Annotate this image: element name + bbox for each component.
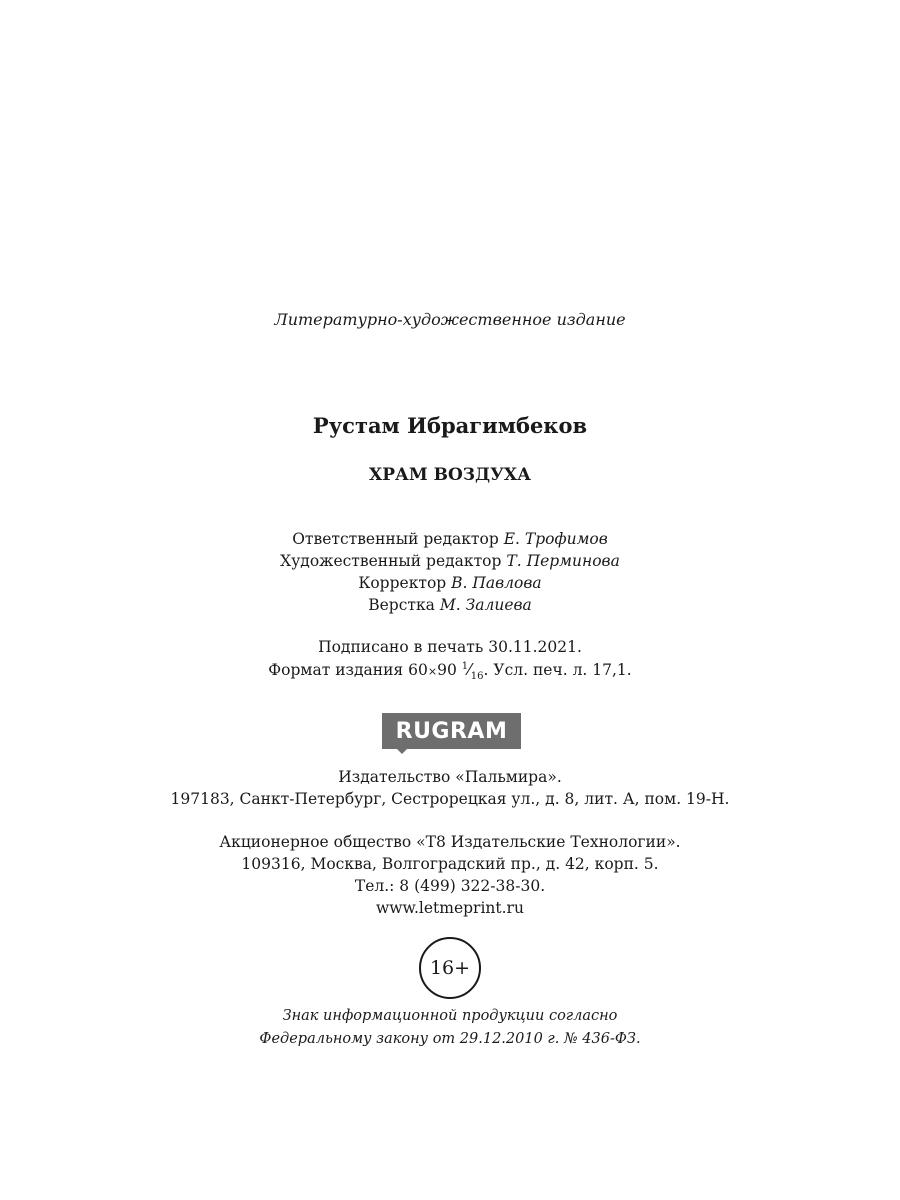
printer-website: www.letmeprint.ru: [376, 899, 524, 917]
credit-line-art-editor: [0, 552, 900, 570]
credit-person: Т. Перминова: [506, 552, 620, 570]
format-line: [0, 660, 900, 682]
credit-line-layout: [0, 596, 900, 614]
format-times: ×: [427, 665, 438, 678]
credit-role: Ответственный редактор: [292, 530, 499, 548]
credit-person: Е. Трофимов: [503, 530, 608, 548]
notice-line-1: Знак информационной продукции согласно: [282, 1008, 618, 1024]
printer-name: Акционерное общество «Т8 Издательские Технологии».: [219, 833, 681, 851]
logo-notch: [396, 748, 408, 754]
credit-role: Верстка: [368, 596, 435, 614]
rugram-logo-text: RUGRAM: [382, 713, 521, 749]
signed-date: Подписано в печать 30.11.2021.: [318, 638, 582, 656]
printer-address: 109316, Москва, Волгоградский пр., д. 42, корп. 5.: [241, 855, 659, 873]
publisher-address: 197183, Санкт-Петербург, Сестрорецкая ул., д. 8, лит. А, пом. 19-Н.: [170, 790, 730, 808]
fraction-slash: ⁄: [468, 660, 471, 679]
genre-label: Литературно-художественное издание: [274, 310, 626, 329]
printer-phone: Тел.: 8 (499) 322-38-30.: [354, 877, 546, 895]
credit-person: В. Павлова: [451, 574, 542, 592]
notice-line-2: Федеральному закону от 29.12.2010 г. № 436-ФЗ.: [259, 1031, 641, 1047]
publisher-name: Издательство «Пальмира».: [338, 768, 562, 786]
book-title: ХРАМ ВОЗДУХА: [369, 465, 531, 485]
credit-role: Корректор: [358, 574, 447, 592]
fraction-numerator: 1: [461, 661, 469, 672]
format-prefix: Формат издания 60: [268, 661, 428, 679]
rugram-logo: [382, 713, 521, 751]
fraction-denominator: 16: [470, 671, 484, 682]
age-rating-badge: 16+: [419, 937, 481, 999]
format-suffix: . Усл. печ. л. 17,1.: [483, 661, 632, 679]
credit-person: М. Залиева: [439, 596, 532, 614]
format-second: 90: [437, 661, 462, 679]
author-name: Рустам Ибрагимбеков: [312, 413, 588, 438]
credit-line-proofreader: [0, 574, 900, 592]
credit-line-editor: [0, 530, 900, 548]
credit-role: Художественный редактор: [280, 552, 502, 570]
